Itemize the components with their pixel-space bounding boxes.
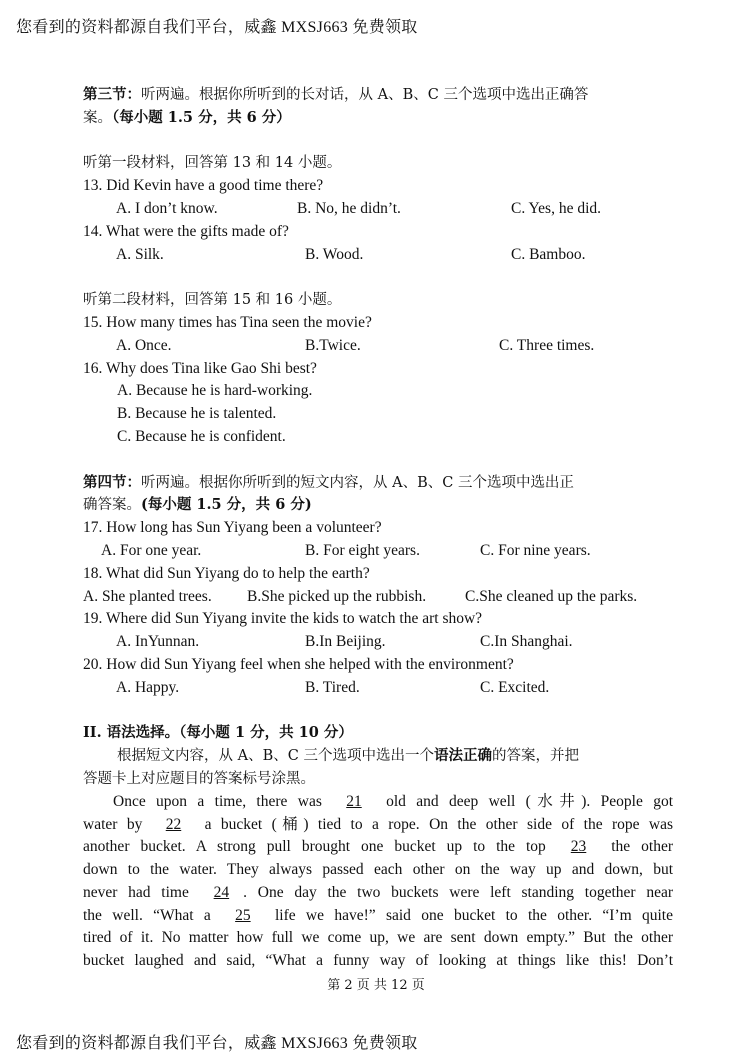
q14-option-c: C. Bamboo. [511, 245, 586, 263]
question-13: 13. Did Kevin have a good time there? [83, 177, 324, 195]
question-18: 18. What did Sun Yiyang do to help the earth? [83, 564, 370, 582]
exam-page-content [83, 84, 673, 973]
passage-line-8: bucket laughed and said, “What a funny way of looking at things like this! Don’t [83, 952, 673, 970]
question-15-options [83, 335, 673, 358]
grammar-instruction-c: 的答案，并把 [491, 748, 579, 765]
section3-instruction-cont: 案。 [83, 109, 112, 126]
q18-option-b: B.She picked up the rubbish. [247, 587, 427, 605]
question-19-options [83, 631, 673, 654]
question-18-options [83, 586, 673, 609]
q20-option-b: B. Tired. [305, 678, 360, 696]
section4-label: 第四节： [83, 473, 141, 491]
question-14: 14. What were the gifts made of? [83, 222, 289, 240]
q19-option-c: C.In Shanghai. [480, 633, 573, 651]
q15-option-b: B.Twice. [305, 336, 361, 354]
question-17-options [83, 540, 673, 563]
section3-heading-line2 [83, 107, 673, 130]
question-16: 16. Why does Tina like Gao Shi best? [83, 359, 317, 377]
section3-score: （每小题 1.5 分，共 6 分） [112, 108, 291, 126]
section4-score: (每小题 1.5 分，共 6 分) [141, 496, 312, 514]
section3-heading-line1 [83, 84, 673, 107]
passage-line-4: down to the water. They always passed each other on the way up and down, but [83, 861, 673, 879]
blank-22[interactable]: 22 [165, 815, 182, 833]
q19-option-b: B.In Beijing. [305, 633, 386, 651]
question-19: 19. Where did Sun Yiyang invite the kids to watch the art show? [83, 610, 483, 628]
section3-instruction: 听两遍。根据你所听到的长对话，从 A、B、C 三个选项中选出正确答 [141, 87, 589, 103]
passage-text: a bucket (桶) tied to a rope. On the other side of the rope was [204, 815, 674, 833]
q16-option-a: A. Because he is hard-working. [117, 382, 313, 400]
section4-heading-line2 [83, 494, 673, 517]
material-1-intro: 听第一段材料，回答第 13 和 14 小题。 [83, 155, 342, 172]
q14-option-b: B. Wood. [305, 245, 364, 263]
question-20: 20. How did Sun Yiyang feel when she helped with the environment? [83, 655, 514, 673]
blank-25[interactable]: 25 [235, 906, 251, 924]
grammar-section-heading: II. 语法选择。（每小题 1 分，共 10 分） [83, 724, 353, 742]
question-15: 15. How many times has Tina seen the movie? [83, 313, 372, 331]
page-number: 第 2 页 共 12 页 [327, 978, 425, 993]
grammar-instruction-line2: 答题卡上对应题目的答案标号涂黑。 [83, 770, 315, 787]
section4-heading-line1 [83, 472, 673, 495]
passage-text: Once upon a time, there was [113, 792, 322, 810]
bottom-banner: 您看到的资料都源自我们平台，威鑫 MXSJ663 免费领取 [16, 1035, 418, 1052]
q17-option-b: B. For eight years. [305, 541, 420, 559]
grammar-instruction-line1 [83, 745, 673, 768]
grammar-instruction-emphasis: 语法正确 [433, 747, 492, 765]
blank-21[interactable]: 21 [346, 792, 362, 810]
passage-text: old and deep well (水井). People got [386, 792, 673, 810]
q17-option-c: C. For nine years. [480, 541, 591, 559]
q19-option-a: A. InYunnan. [116, 633, 200, 651]
passage-line-5 [83, 882, 673, 905]
passage-line-1 [83, 791, 673, 814]
passage-text: another bucket. A strong pull brought one bucket up to the top [83, 838, 546, 856]
material-2-intro: 听第二段材料，回答第 15 和 16 小题。 [83, 292, 342, 309]
section3-label: 第三节： [83, 86, 141, 103]
passage-line-3 [83, 836, 673, 859]
passage-line-7: tired of it. No matter how full we come up, we are sent down empty.” But the other [83, 929, 673, 947]
section4-instruction: 听两遍。根据你所听到的短文内容，从 A、B、C 三个选项中选出正 [141, 474, 574, 491]
q15-option-c: C. Three times. [499, 336, 595, 354]
passage-line-2 [83, 814, 673, 837]
passage-text: life we have!” said one bucket to the other. “I’m quite [274, 906, 673, 924]
passage-text: the other [611, 838, 673, 856]
q20-option-a: A. Happy. [116, 678, 180, 696]
q15-option-a: A. Once. [116, 336, 172, 354]
passage-text: never had time [83, 883, 189, 901]
passage-text: water by [83, 815, 143, 833]
question-14-options [83, 244, 673, 267]
question-17: 17. How long has Sun Yiyang been a volunteer? [83, 519, 382, 537]
blank-24[interactable]: 24 [213, 883, 230, 901]
q18-option-a: A. She planted trees. [83, 587, 212, 605]
q13-option-b: B. No, he didn’t. [297, 199, 401, 217]
passage-text: . One day the two buckets were left standing together near [243, 883, 674, 901]
q18-option-c: C.She cleaned up the parks. [465, 587, 638, 605]
q13-option-c: C. Yes, he did. [511, 199, 602, 217]
q16-option-c: C. Because he is confident. [117, 427, 286, 445]
passage-text: the well. “What a [83, 906, 211, 924]
top-banner: 您看到的资料都源自我们平台，威鑫 MXSJ663 免费领取 [16, 19, 418, 36]
q13-option-a: A. I don’t know. [116, 199, 218, 217]
q20-option-c: C. Excited. [480, 678, 550, 696]
question-13-options [83, 198, 673, 221]
question-20-options [83, 677, 673, 700]
passage-line-6 [83, 905, 673, 928]
q16-option-b: B. Because he is talented. [117, 405, 277, 423]
section4-instruction-cont: 确答案。 [83, 497, 141, 514]
q14-option-a: A. Silk. [116, 245, 164, 263]
blank-23[interactable]: 23 [570, 838, 587, 856]
q17-option-a: A. For one year. [101, 541, 202, 559]
grammar-instruction-a: 根据短文内容，从 A、B、C 三个选项中选出一个 [117, 748, 434, 765]
